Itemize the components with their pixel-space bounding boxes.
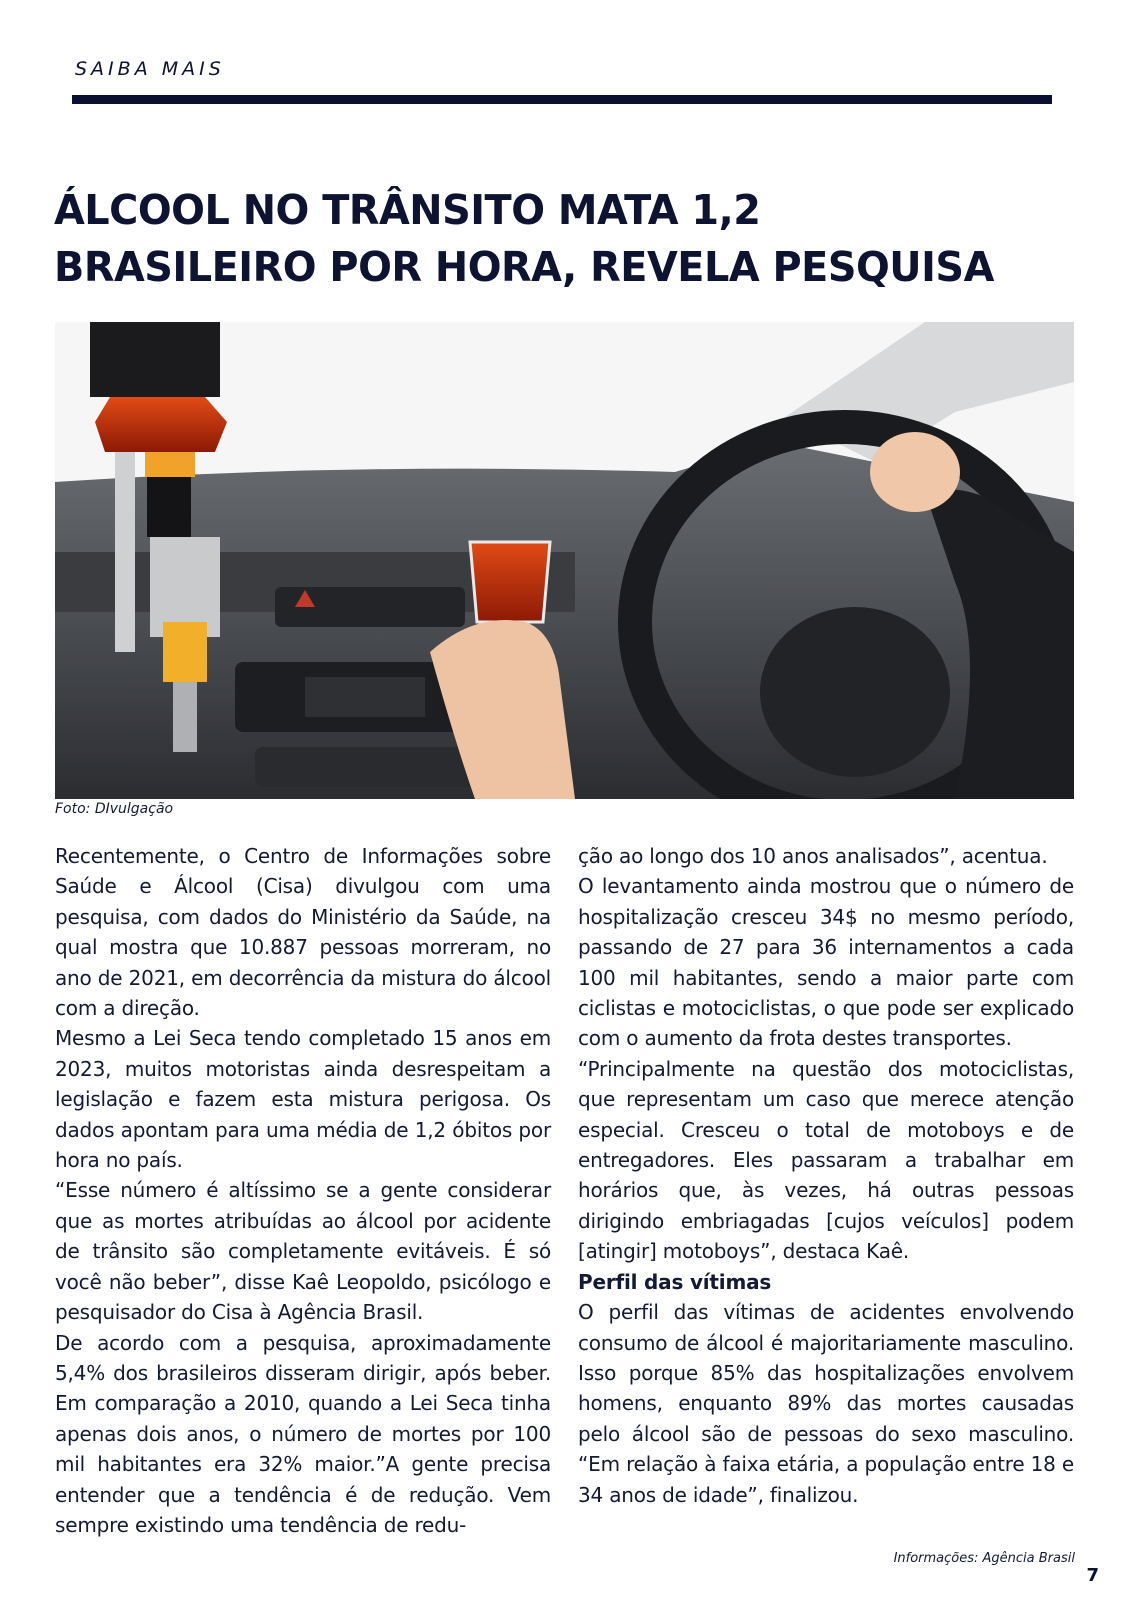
source-credit: Informações: Agência Brasil [893,1551,1075,1566]
body-paragraph: O perfil das vítimas de acidentes envolvendo consumo de álcool é majoritariamente masculino. Isso porque 85% das hospitalizações envolvem homens, enquanto 89% das mortes causadas pelo álcool são de pessoas do sexo masculino. “Em relação à faixa etária, a população entre 18 e 34 anos de idade”, finalizou. [578,1300,1074,1507]
body-paragraph: Mesmo a Lei Seca tendo completado 15 anos em 2023, muitos motoristas ainda desrespeitam a legislação e fazem esta mistura perigosa. Os dados apontam para uma média de 1,2 óbitos por hora no país. [55,1026,551,1173]
article-column-left [55,841,551,1540]
body-paragraph: O levantamento ainda mostrou que o número de hospitalização cresceu 34$ no mesmo período, passando de 27 para 36 internamentos a cada 100 mil habitantes, sendo a maior parte com ciclistas e motociclistas, o que pode ser explicado com o aumento da frota destes transportes. [578,874,1074,1051]
article-photo [55,322,1074,799]
body-paragraph: ção ao longo dos 10 anos analisados”, acentua. [578,844,1048,868]
body-paragraph: “Esse número é altíssimo se a gente considerar que as mortes atribuídas ao álcool por acidente de trânsito são completamente evitáveis. É só você não beber”, disse Kaê Leopoldo, psicólogo e pesquisador do Cisa à Agência Brasil. [55,1178,551,1325]
body-paragraph: De acordo com a pesquisa, aproximadamente 5,4% dos brasileiros disseram dirigir, após beber. Em comparação a 2010, quando a Lei Seca tinha apenas dois anos, o número de mortes por 100 mil habitantes era 32% maior.”A gente precisa entender que a tendência é de redução. Vem sempre existindo uma tendência de redu- [55,1330,551,1537]
section-label: SAIBA MAIS [75,58,225,80]
subheading: Perfil das vítimas [578,1269,772,1294]
body-paragraph: Recentemente, o Centro de Informações sobre Saúde e Álcool (Cisa) divulgou com uma pesquisa, com dados do Ministério da Saúde, na qual mostra que 10.887 pessoas morreram, no ano de 2021, em decorrência da mistura do álcool com a direção. [55,844,551,1021]
page-number: 7 [1086,1565,1099,1586]
photo-caption: Foto: DIvulgação [55,801,174,817]
article-headline: ÁLCOOL NO TRÂNSITO MATA 1,2 BRASILEIRO POR HORA, REVELA PESQUISA [54,186,994,291]
article-column-right [578,841,1074,1510]
header-rule [72,95,1052,104]
body-paragraph: “Principalmente na questão dos motociclistas, que representam um caso que merece atenção especial. Cresceu o total de motoboys e de entregadores. Eles passaram a trabalhar em horários que, às vezes, há outras pessoas dirigindo embriagadas [cujos veículos] podem [atingir] motoboys”, destaca Kaê. [578,1056,1074,1264]
